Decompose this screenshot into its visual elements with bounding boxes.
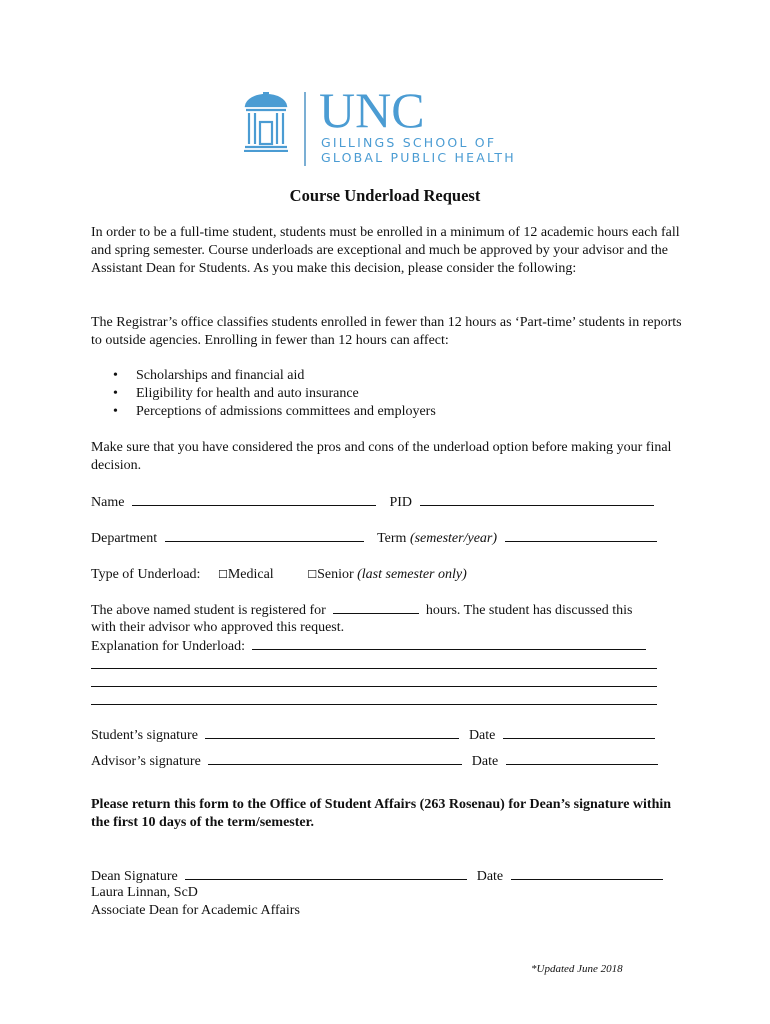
senior-label: Senior — [317, 567, 354, 582]
list-item — [110, 367, 436, 385]
term-hint: (semester/year) — [409, 531, 498, 546]
return-notice: Please return this form to the Office of Student Affairs (263 Rosenau) for Dean’s signature within the first 10 days of the term/semester. — [91, 797, 672, 830]
list-item-text: Perceptions of admissions committees and employers — [136, 404, 436, 419]
registered-line2: with their advisor who approved this request. — [91, 620, 345, 635]
bullet-icon: • — [113, 404, 118, 419]
student-date-field[interactable] — [503, 726, 655, 739]
student-signature-row — [91, 726, 655, 745]
department-label: Department — [91, 531, 158, 546]
list-item-text: Scholarships and financial aid — [136, 368, 305, 383]
explanation-field[interactable] — [252, 637, 646, 650]
explanation-line[interactable] — [91, 704, 657, 705]
logo-divider — [304, 92, 306, 166]
logo-school-name — [321, 135, 516, 165]
logo-school-line1: GILLINGS SCHOOL OF — [321, 135, 497, 150]
date-label: Date — [476, 869, 504, 884]
student-signature-label: Student’s signature — [91, 728, 198, 743]
advisor-signature-field[interactable] — [208, 752, 462, 765]
updated-note: *Updated June 2018 — [531, 963, 623, 975]
registrar-paragraph: The Registrar’s office classifies students enrolled in fewer than 12 hours as ‘Part-time’ students in reports to outside agencies. Enrolling in fewer than 12 hours can affect: — [91, 315, 682, 348]
impact-list — [110, 367, 436, 421]
name-pid-row — [91, 493, 654, 512]
dean-signature-label: Dean Signature — [91, 869, 178, 884]
medical-checkbox-icon[interactable]: ☐ — [217, 568, 228, 581]
dean-name: Laura Linnan, ScD — [91, 885, 198, 900]
medical-option[interactable] — [218, 567, 274, 582]
senior-hint: (last semester only) — [357, 567, 467, 582]
list-item — [110, 385, 436, 403]
underload-type-row — [91, 566, 467, 584]
logo-school-line2: GLOBAL PUBLIC HEALTH — [321, 150, 516, 165]
registered-hours-row — [91, 601, 632, 620]
explanation-row — [91, 637, 646, 656]
senior-option[interactable] — [307, 567, 467, 582]
form-title: Course Underload Request — [289, 186, 481, 205]
advisor-signature-label: Advisor’s signature — [91, 754, 201, 769]
explanation-label: Explanation for Underload: — [91, 639, 245, 654]
dean-date-field[interactable] — [511, 867, 663, 880]
dean-signature-field[interactable] — [185, 867, 467, 880]
term-field[interactable] — [505, 529, 657, 542]
student-signature-field[interactable] — [205, 726, 459, 739]
considered-paragraph: Make sure that you have considered the pros and cons of the underload option before making your final decision. — [91, 440, 672, 473]
explanation-line[interactable] — [91, 686, 657, 687]
registered-suffix: hours. The student has discussed this — [425, 603, 633, 618]
advisor-signature-row — [91, 752, 658, 771]
list-item-text: Eligibility for health and auto insurance — [136, 386, 359, 401]
date-label: Date — [468, 728, 496, 743]
list-item — [110, 403, 436, 421]
unc-gillings-logo — [243, 82, 543, 168]
registered-prefix: The above named student is registered for — [91, 603, 326, 618]
dean-title: Associate Dean for Academic Affairs — [91, 903, 300, 918]
department-field[interactable] — [165, 529, 364, 542]
department-term-row — [91, 529, 657, 548]
senior-checkbox-icon[interactable]: ☐ — [307, 568, 318, 581]
date-label: Date — [471, 754, 499, 769]
pid-field[interactable] — [420, 493, 654, 506]
hours-field[interactable] — [333, 601, 419, 614]
name-label: Name — [91, 495, 125, 510]
advisor-date-field[interactable] — [506, 752, 658, 765]
old-well-icon — [243, 92, 289, 152]
intro-paragraph: In order to be a full-time student, students must be enrolled in a minimum of 12 academic hours each fall and spring semester. Course underloads are exceptional and much be approved by your advisor and the Assistant Dean for Students. As you make this decision, please consider the following: — [91, 225, 680, 276]
term-label: Term — [377, 531, 407, 546]
logo-wordmark: UNC — [319, 82, 425, 138]
underload-type-label: Type of Underload: — [91, 567, 201, 582]
explanation-line[interactable] — [91, 668, 657, 669]
bullet-icon: • — [113, 368, 118, 383]
bullet-icon: • — [113, 386, 118, 401]
medical-label: Medical — [227, 567, 274, 582]
name-field[interactable] — [132, 493, 376, 506]
pid-label: PID — [389, 495, 412, 510]
